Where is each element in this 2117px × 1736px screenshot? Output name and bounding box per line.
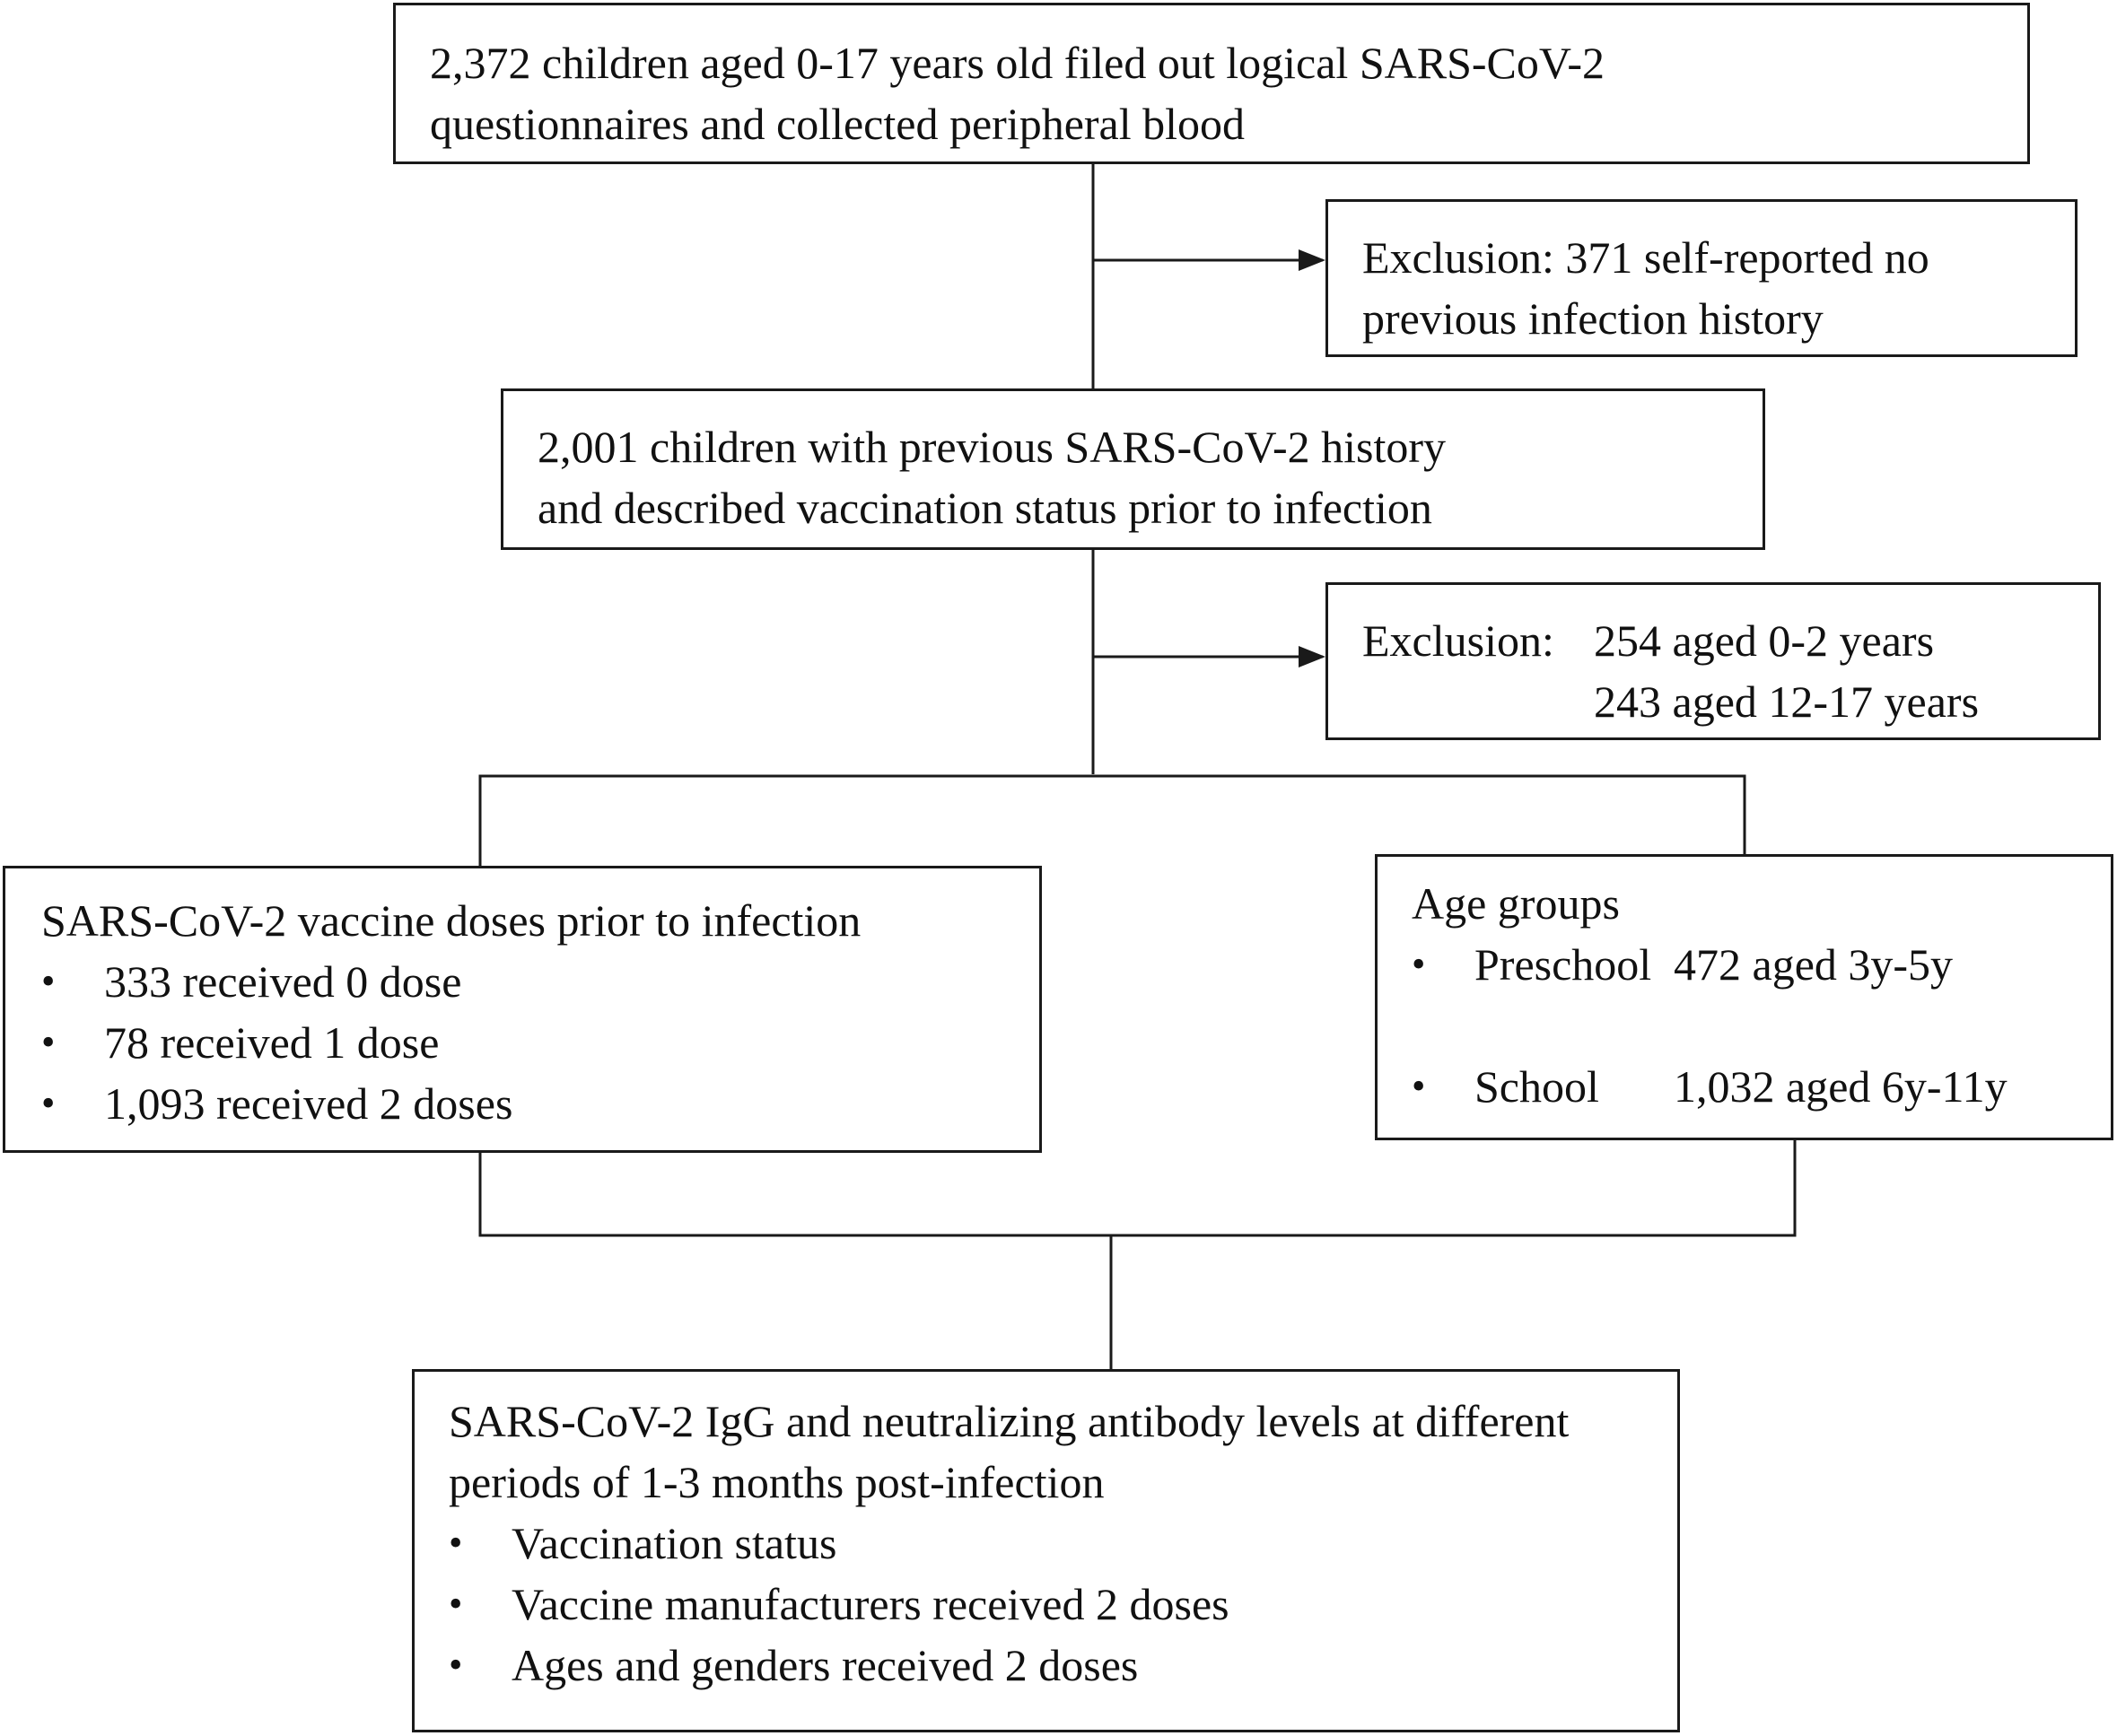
- enrolled-line-2: questionnaires and collected peripheral blood: [430, 99, 1246, 149]
- bullet-dot: •: [41, 959, 56, 1003]
- outcome-item-1: Vaccination status: [512, 1518, 837, 1568]
- vaccine-doses-item-1: 333 received 0 dose: [104, 956, 462, 1007]
- age-group-bullet: [1412, 1056, 2111, 1117]
- bullet-dot: •: [1412, 1064, 1426, 1108]
- age-group-bullet: [1412, 934, 2111, 995]
- age-group-detail: 472 aged 3y-5y: [1674, 939, 1954, 990]
- bullet-dot: •: [449, 1582, 463, 1626]
- exclusion-age-item-1: 254 aged 0-2 years: [1594, 615, 1935, 666]
- history-box: [501, 388, 1765, 550]
- age-groups-box: [1375, 854, 2113, 1140]
- outcome-line-1: SARS-CoV-2 IgG and neutralizing antibody levels at different: [449, 1396, 1570, 1446]
- bullet-dot: •: [41, 1020, 56, 1064]
- outcome-line-2: periods of 1-3 months post-infection: [449, 1457, 1105, 1507]
- outcome-box: [412, 1369, 1680, 1732]
- bullet-dot: •: [449, 1521, 463, 1565]
- vaccine-doses-bullet: [41, 1073, 1039, 1134]
- vaccine-doses-box: [3, 866, 1042, 1153]
- outcome-bullet: [449, 1513, 1677, 1574]
- bullet-dot: •: [449, 1643, 463, 1687]
- exclusion-history-line-1: Exclusion: 371 self-reported no: [1362, 232, 1929, 283]
- enrolled-box: [393, 3, 2030, 164]
- outcome-bullet: [449, 1574, 1677, 1635]
- age-group-label: Preschool: [1474, 939, 1652, 990]
- exclusion-age-box: [1325, 582, 2101, 740]
- age-groups-list: [1412, 934, 2111, 1117]
- vaccine-doses-bullet: [41, 951, 1039, 1012]
- outcome-item-3: Ages and genders received 2 doses: [512, 1640, 1139, 1690]
- history-line-1: 2,001 children with previous SARS-CoV-2 history: [538, 422, 1447, 472]
- merge-bracket: [480, 1140, 1795, 1235]
- exclusion-history-line-2: previous infection history: [1362, 293, 1824, 344]
- exclusion-history-box: [1325, 199, 2078, 357]
- exclusion-age-item-2: 243 aged 12-17 years: [1594, 676, 1980, 727]
- age-group-detail: 1,032 aged 6y-11y: [1674, 1061, 2008, 1112]
- enrolled-line-1: 2,372 children aged 0-17 years old filed out logical SARS-CoV-2: [430, 38, 1605, 88]
- outcome-list: [449, 1513, 1677, 1696]
- bullet-dot: •: [1412, 942, 1426, 986]
- vaccine-doses-item-3: 1,093 received 2 doses: [104, 1078, 513, 1129]
- vaccine-doses-list: [41, 951, 1039, 1134]
- history-line-2: and described vaccination status prior to infection: [538, 483, 1432, 533]
- age-groups-title: Age groups: [1412, 878, 1620, 929]
- age-group-label: School: [1474, 1061, 1599, 1112]
- vaccine-doses-bullet: [41, 1012, 1039, 1073]
- exclusion-age-prefix: Exclusion:: [1362, 615, 1554, 666]
- split-bracket: [480, 776, 1745, 866]
- bullet-dot: •: [41, 1081, 56, 1125]
- outcome-item-2: Vaccine manufacturers received 2 doses: [512, 1579, 1229, 1629]
- vaccine-doses-item-2: 78 received 1 dose: [104, 1017, 440, 1068]
- vaccine-doses-title: SARS-CoV-2 vaccine doses prior to infection: [41, 895, 862, 946]
- outcome-bullet: [449, 1635, 1677, 1696]
